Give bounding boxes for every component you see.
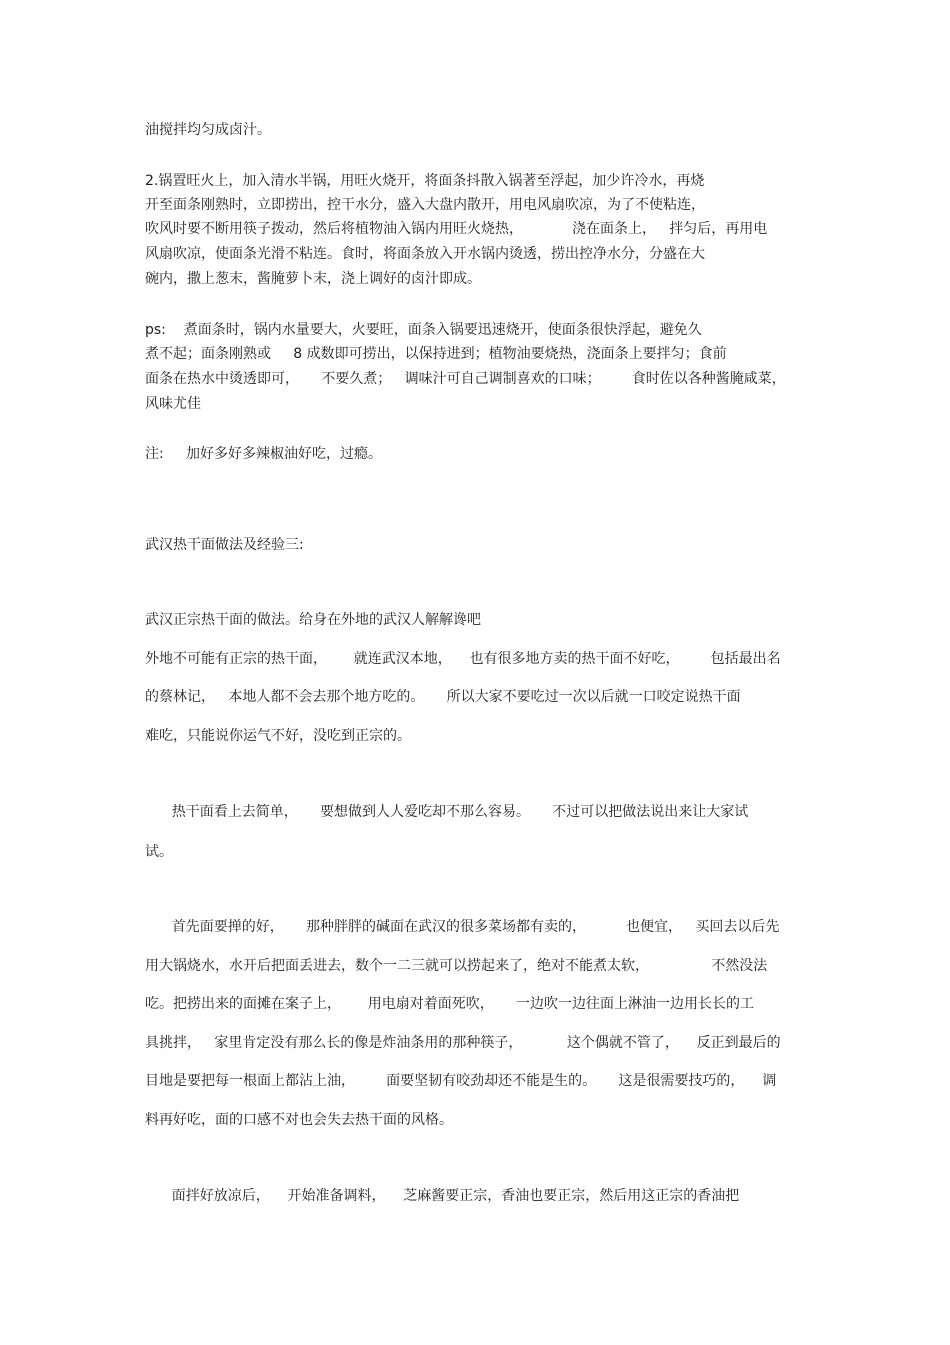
text-line: 武汉正宗热干面的做法。给身在外地的武汉人解解谗吧: [145, 612, 481, 628]
text-line: 外地不可能有正宗的热干面， 就连武汉本地， 也有很多地方卖的热干面不好吃， 包括最出名: [145, 651, 781, 667]
text-line: 吃。把捞出来的面摊在案子上， 用电扇对着面死吹， 一边吹一边往面上淋油一边用长长的工: [145, 996, 754, 1012]
text-line: 的蔡林记， 本地人都不会去那个地方吃的。 所以大家不要吃过一次以后就一口咬定说热干面: [145, 689, 741, 705]
text-line: 料再好吃，面的口感不对也会失去热干面的风格。: [145, 1112, 453, 1128]
text-line: 首先面要掸的好， 那种胖胖的碱面在武汉的很多菜场都有卖的， 也便宜， 买回去以后先: [145, 919, 780, 935]
text-line: 碗内，撒上葱末，酱腌萝卜末，浇上调好的卤汁即成。: [145, 271, 481, 287]
text-line: 风味尤佳: [145, 396, 201, 412]
text-line: 目地是要把每一根面上都沾上油， 面要坚韧有咬劲却还不能是生的。 这是很需要技巧的， 调: [145, 1073, 777, 1089]
text-line: 具挑拌， 家里肯定没有那么长的像是炸油条用的那种筷子， 这个偶就不管了， 反正到最后的: [145, 1035, 781, 1051]
text-line: 面条在热水中烫透即可， 不要久煮； 调味汁可自己调制喜欢的口味； 食时佐以各种酱腌咸菜，: [145, 371, 786, 387]
section-heading: 武汉热干面做法及经验三:: [145, 537, 304, 553]
text-line: 煮不起；面条刚熟或 8 成数即可捞出，以保持进到；植物油要烧热，浇面条上要拌匀；食前: [145, 346, 727, 362]
text-line: 用大锅烧水，水开后把面丢进去，数个一二三就可以捞起来了，绝对不能煮太软， 不然没法: [145, 958, 768, 974]
text-line: 风扇吹凉，使面条光滑不粘连。食时，将面条放入开水锅内烫透，捞出控净水分，分盛在大: [145, 246, 705, 262]
text-line: 吹风时要不断用筷子拨动，然后将植物油入锅内用旺火烧热， 浇在面条上， 拌匀后，再用电: [145, 221, 768, 237]
text-line: 2.锅置旺火上，加入清水半锅，用旺火烧开，将面条抖散入锅著至浮起，加少许冷水，再烧: [145, 173, 705, 189]
text-line: 油搅拌均匀成卤汁。: [145, 122, 271, 138]
text-line: ps: 煮面条时，锅内水量要大，火要旺，面条入锅要迅速烧开，使面条很快浮起，避免久: [145, 322, 702, 338]
text-line: 开至面条刚熟时，立即捞出，控干水分，盛入大盘内散开，用电风扇吹凉，为了不使粘连，: [145, 197, 705, 213]
text-line: 难吃，只能说你运气不好，没吃到正宗的。: [145, 728, 411, 744]
text-line: 试。: [145, 844, 173, 860]
text-line: 热干面看上去简单， 要想做到人人爱吃却不那么容易。 不过可以把做法说出来让大家试: [145, 804, 749, 820]
text-line: 面拌好放凉后， 开始准备调料， 芝麻酱要正宗，香油也要正宗，然后用这正宗的香油把: [145, 1188, 740, 1204]
text-line: 注: 加好多好多辣椒油好吃，过瘾。: [145, 446, 382, 462]
